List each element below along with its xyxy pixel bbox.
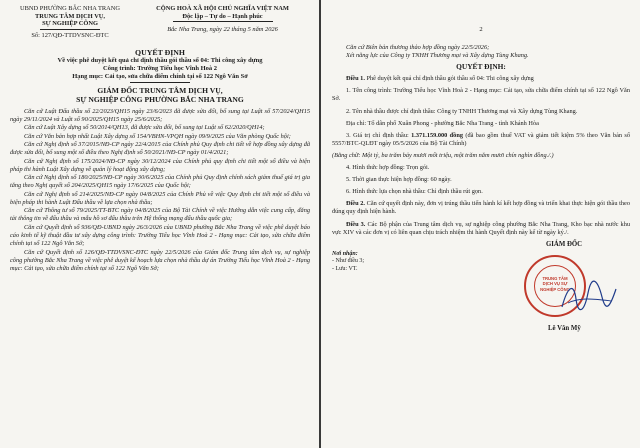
article-3 — [332, 221, 630, 237]
recipient-item: - Như điều 3; — [332, 258, 365, 265]
doc-title: QUYẾT ĐỊNH — [135, 48, 185, 58]
recipients-block — [332, 251, 364, 274]
article-2-label: Điều 2. — [346, 200, 365, 208]
doc-subject-2: Công trình: Trường Tiểu học Vĩnh Hoà 2 — [103, 65, 217, 73]
legal-basis-item: Căn cứ Nghị định số 175/2024/NĐ-CP ngày 30/12/2024 của Chính phủ quy định chi tiết một số điều và biện pháp thi hành Luật Xây dựng về quản lý hoạt động xây dựng; — [10, 157, 310, 173]
legal-basis-item: Căn cứ Quyết định số 936/QĐ-UBND ngày 26/3/2026 của UBND phường Bắc Nha Trang về việc phê duyệt báo cáo kinh tế kỹ thuật đầu tư xây dựng công trình: Trường Tiểu học Vĩnh Hoà 2 - Hạng mục: Cải tạo, sửa chữa điểm chính tại số 122 Ngô Văn Sở; — [10, 223, 310, 248]
signer-name: Lê Văn Mỹ — [548, 324, 581, 332]
document-page-2 — [321, 0, 640, 448]
subject-underline — [130, 82, 190, 83]
decision-heading: QUYẾT ĐỊNH: — [456, 62, 506, 72]
legal-basis-list — [10, 108, 310, 273]
doc-date: Bắc Nha Trang, ngày 22 tháng 5 năm 2026 — [167, 26, 278, 34]
intro-line-1: Căn cứ Biên bản thương thảo hợp đồng ngày 22/5/2026; — [346, 44, 490, 51]
issuer-org-1: UBND PHƯỜNG BẮC NHA TRANG — [20, 5, 120, 12]
nation-title: CỘNG HOÀ XÃ HỘI CHỦ NGHĨA VIỆT NAM — [156, 5, 289, 12]
issuer-org-3: SỰ NGHIỆP CÔNG — [42, 20, 98, 28]
contract-price-words: (Bằng chữ: Một tỷ, ba trăm bảy mươi mốt triệu, một trăm năm mươi chín nghìn đồng./.) — [332, 151, 554, 159]
nation-motto: Độc lập – Tự do – Hạnh phúc — [182, 12, 263, 20]
contract-price-value: 1.371.159.000 đồng — [411, 131, 463, 139]
issuer-block — [10, 5, 130, 39]
motto-underline — [173, 21, 273, 22]
authority-line-1: GIÁM ĐỐC TRUNG TÂM DỊCH VỤ, — [97, 86, 223, 96]
handwritten-signature — [558, 277, 618, 317]
legal-basis-item: Căn cứ Quyết định số 126/QĐ-TTDVSNC-ĐTC ngày 22/5/2026 của Giám đốc Trung tâm dịch vụ, sự nghiệp công phường Bắc Nha Trang về việc phê duyệt kế hoạch lựa chọn nhà thầu dự án Trường Tiểu học Vĩnh Hoà 2 - Hạng mục: Cải tạo, sửa chữa điểm chính tại số 122 Ngô Văn Sở; — [10, 248, 310, 272]
legal-basis-item: Căn cứ Nghị định số 214/2025/NĐ-CP ngày 04/8/2025 của Chính Phủ về việc Quy định chi tiết một số điều và biện pháp thi hành Luật Đấu thầu về lựa chọn nhà thầu; — [10, 190, 310, 206]
header-row — [10, 5, 310, 39]
contract-price — [332, 132, 630, 148]
legal-basis-item: Căn cứ Thông tư số 79/2025/TT-BTC ngày 04/8/2025 của Bộ Tài Chính về việc Hướng dẫn việc cung cấp, đăng tải thông tin về đấu thầu và mẫu hồ sơ đấu thầu trên Hệ thống mạng đấu thầu quốc gia; — [10, 207, 310, 223]
legal-basis-item: Căn cứ Nghị định số 180/2025/NĐ-CP ngày 30/6/2025 của Chính phủ Quy định chính sách giảm thuế giá trị gia tăng theo Nghị quyết số 204/2025/QH15 ngày 17/6/2025 của Quốc hội; — [10, 174, 310, 190]
authority-line-2: SỰ NGHIỆP CÔNG PHƯỜNG BẮC NHA TRANG — [76, 95, 244, 105]
article-3-text: Các Bộ phận của Trung tâm dịch vụ, sự nghiệp công phường Bắc Nha Trang, Kho bạc nhà nước khu vực XIV và các đơn vị có liên quan chịu trách nhiệm thi hành Quyết định này kể từ ngày ký./. — [332, 220, 630, 236]
issuer-underline — [40, 29, 100, 30]
document-page-1 — [0, 0, 319, 448]
article-1-item: 2. Tên nhà thầu được chỉ định thầu: Công ty TNHH Thương mại và Xây dựng Tùng Khang. — [346, 107, 578, 115]
recipient-item: - Lưu: VT. — [332, 266, 358, 273]
legal-basis-item: Căn cứ Nghị định số 37/2015/NĐ-CP ngày 22/4/2015 của Chính phủ Quy định chi tiết về hợp đồng xây dựng đã được sửa đổi, bổ sung một số điều theo Nghị định số 50/2021/NĐ-CP ngày 01/4/2021; — [10, 141, 310, 157]
article-1-item: 6. Hình thức lựa chọn nhà thầu: Chỉ định thầu rút gọn. — [346, 188, 483, 196]
legal-basis-item: Căn cứ Luật Đấu thầu số 22/2023/QH15 ngày 23/6/2023 đã được sửa đổi, bổ sung tại Luật số 57/2024/QH15 ngày 29/11/2024 và Luật số 90/2025/QH15 ngày 25/6/2025; — [10, 107, 310, 123]
doc-subject-1: Về việc phê duyệt kết quả chỉ định thầu gói thầu số 04: Thi công xây dựng — [57, 57, 263, 65]
article-2 — [332, 200, 630, 216]
legal-basis-item: Căn cứ Văn bản hợp nhất Luật Xây dựng số 154/VBHN-VPQH ngày 09/9/2025 của Văn phòng Quốc hội; — [24, 132, 291, 140]
article-3-label: Điều 3. — [346, 220, 366, 228]
issuer-org-2: TRUNG TÂM DỊCH VỤ, — [34, 12, 106, 20]
contract-price-note: (đã bao gồm thuế VAT và giảm tiết kiệm 5% theo Văn bản số 5557/BTC-QLĐT ngày 05/5/2026 của Bộ Tài Chính) — [332, 131, 630, 147]
nation-block — [135, 5, 310, 39]
legal-basis-item: Căn cứ Luật Xây dựng số 50/2014/QH13, đã được sửa đổi, bổ sung tại Luật số 62/2020/QH14; — [24, 124, 265, 132]
intro-line-2: Xét năng lực của Công ty TNHH Thương mại và Xây dựng Tùng Khang. — [346, 52, 529, 60]
doc-number: Số: 127/QĐ-TTDVSNC-ĐTC — [31, 31, 109, 39]
article-1-text: Phê duyệt kết quả chỉ định thầu gói thầu số 04: Thi công xây dựng — [366, 75, 534, 83]
article-1 — [332, 75, 630, 83]
article-2-text: Căn cứ quyết định này, đơn vị trúng thầu tiến hành kí kết hợp đồng và triển khai thực hiện gói thầu theo đúng quy định hiện hành. — [332, 200, 630, 216]
doc-subject-3: Hạng mục: Cải tạo, sửa chữa điểm chính tại số 122 Ngô Văn Sở — [72, 73, 248, 81]
article-1-label: Điều 1. — [346, 75, 365, 83]
seal-text: TRUNG TÂM DỊCH VỤ SỰ NGHIỆP CÔNG — [540, 275, 570, 292]
page-number: 2 — [479, 26, 483, 33]
article-1-item: Địa chỉ: Tổ dân phố Xuân Phong - phường Bắc Nha Trang - tỉnh Khánh Hòa — [346, 119, 539, 127]
signature-area — [332, 241, 630, 351]
signer-title: GIÁM ĐỐC — [546, 240, 583, 248]
contract-price-label: 3. Giá trị chỉ định thầu: — [346, 131, 412, 139]
article-1-item: 5. Thời gian thực hiện hợp đồng: 60 ngày. — [346, 176, 452, 184]
article-1-item: 1. Tên công trình: Trường Tiểu học Vĩnh Hoà 2 - Hạng mục: Cải tạo, sửa chữa điểm chính tại số 122 Ngô Văn Sở. — [332, 87, 630, 103]
recipients-label: Nơi nhận: — [332, 250, 358, 257]
article-1-item: 4. Hình thức hợp đồng: Trọn gói. — [346, 164, 430, 172]
